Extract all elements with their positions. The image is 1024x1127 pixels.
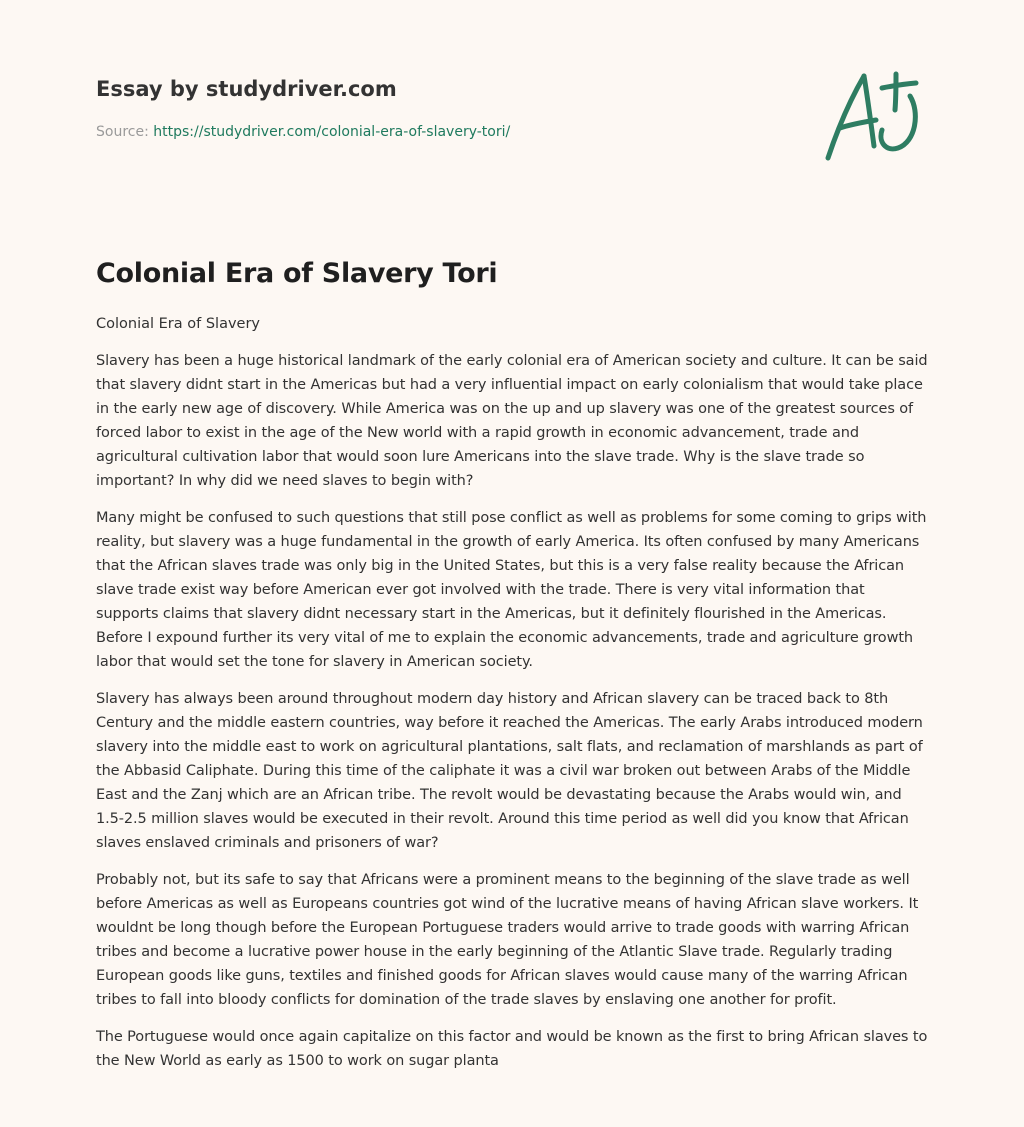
a-plus-logo-icon <box>818 66 930 166</box>
site-title: Essay by studydriver.com <box>96 77 397 101</box>
essay-paragraph: Slavery has been a huge historical landmark of the early colonial era of American society and culture. It can be said that slavery didnt start in the Americas but had a very influential impact on early colonialism that would take place in the early new age of discovery. While America was on the up and up slavery was one of the greatest sources of forced labor to exist in the age of the New world with a rapid growth in economic advancement, trade and agricultural cultivation labor that would soon lure Americans into the slave trade. Why is the slave trade so important? In why did we need slaves to begin with? <box>96 353 928 489</box>
essay-paragraph: Probably not, but its safe to say that Africans were a prominent means to the beginning of the slave trade as well before Americas as well as Europeans countries got wind of the lucrative means of having African slave workers. It wouldnt be long though before the European Portuguese traders would arrive to trade goods with warring African tribes and become a lucrative power house in the early beginning of the Atlantic Slave trade. Regularly trading European goods like guns, textiles and finished goods for African slaves would cause many of the warring African tribes to fall into bloody conflicts for domination of the trade slaves by enslaving one another for profit. <box>96 872 919 1008</box>
source-line <box>96 122 796 142</box>
essay-content <box>96 252 930 1086</box>
essay-paragraph: The Portuguese would once again capitalize on this factor and would be known as the first to bring African slaves to the New World as early as 1500 to work on sugar planta <box>96 1029 928 1069</box>
essay-title: Colonial Era of Slavery Tori <box>96 258 498 289</box>
page-header <box>96 74 796 142</box>
essay-paragraph: Many might be confused to such questions that still pose conflict as well as problems for some coming to grips with reality, but slavery was a huge fundamental in the growth of early America. Its often confused by many Americans that the African slaves trade was only big in the United States, but this is a very false reality because the African slave trade exist way before American ever got involved with the trade. There is very vital information that supports claims that slavery didnt necessary start in the Americas, but it definitely flourished in the Americas. Before I expound further its very vital of me to explain the economic advancements, trade and agriculture growth labor that would set the tone for slavery in American society. <box>96 510 927 670</box>
source-label: Source: <box>96 124 149 140</box>
source-link[interactable]: https://studydriver.com/colonial-era-of-slavery-tori/ <box>153 124 511 140</box>
essay-paragraph: Slavery has always been around throughout modern day history and African slavery can be traced back to 8th Century and the middle eastern countries, way before it reached the Americas. The early Arabs introduced modern slavery into the middle east to work on agricultural plantations, salt flats, and reclamation of marshlands as part of the Abbasid Caliphate. During this time of the caliphate it was a civil war broken out between Arabs of the Middle East and the Zanj which are an African tribe. The revolt would be devastating because the Arabs would win, and 1.5-2.5 million slaves would be executed in their revolt. Around this time period as well did you know that African slaves enslaved criminals and prisoners of war? <box>96 691 923 851</box>
essay-subtitle: Colonial Era of Slavery <box>96 316 261 332</box>
